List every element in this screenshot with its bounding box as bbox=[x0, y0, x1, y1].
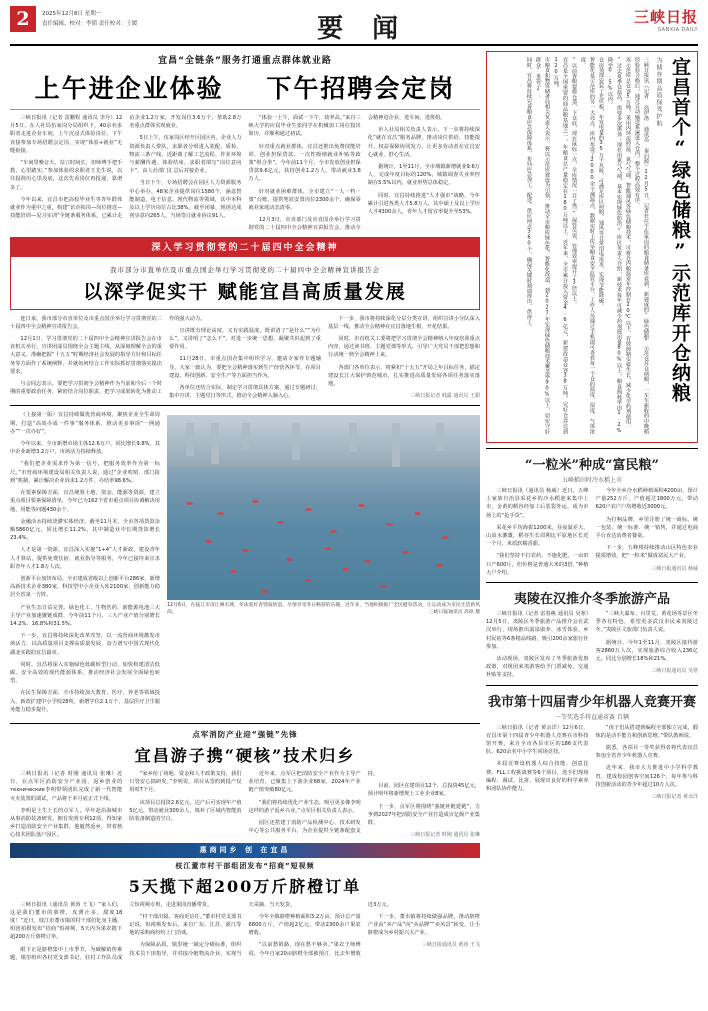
left-middle-body bbox=[10, 411, 160, 718]
study-p: 宣讲既有理论高度，又有实践温度，既讲清了“是什么”“为什么”，又讲明了“怎么干”，对进一步统一思想、凝聚共识起到了重要作用。 bbox=[169, 327, 321, 351]
rice-p: 采花乡平均海拔1200米，昼夜温差大，山泉水灌溉，稻谷生长周期比平原地区长近一个月，米质软糯香甜。 bbox=[486, 524, 589, 548]
veteran-p: 三峡日报讯（记者 时刚 通讯员 张琳）近日，在点军区消防安全产业园，返乡创业的технические李明带领团队完成了新一代智能灭火装置的调试，产品将于本月底正式下线。 bbox=[10, 770, 123, 802]
sports-byline: 三峡日报记者 黄余洋 bbox=[651, 794, 698, 801]
masthead-editors: 责任编辑、校对：李韬 责任校对：王媛 bbox=[42, 21, 138, 27]
rice-subtitle: 五峰稻田时冷水稻上市 bbox=[561, 477, 622, 484]
study-byline: 三峡日报记者 韩露 通讯员 王甜 bbox=[410, 393, 480, 400]
feature-p: 宜昌是全国重要的商品粮基地之一，年粮食总产量稳定在180万吨以上。近年来，全市累计投入资金4.6亿元，新建改造仓容38万吨，完好仓容达到120万吨。 bbox=[553, 57, 568, 434]
section-title: 要 闻 bbox=[317, 14, 409, 44]
paper-logo-sub: SANXIA DAILY bbox=[657, 27, 698, 33]
left-middle-p: 在要素保障方面，宜昌统筹土地、资金、能源等资源，建立重点项目要素保障清单，今年已为162个省市重点项目协调解决用地、用能等问题430余个。 bbox=[10, 490, 160, 513]
lead-p: 据统计，1至11月，全市城镇新增就业9.6万人，完成年度目标的120%，城镇调查失业率控制在5.5%以内，就业形势总体稳定。 bbox=[367, 164, 480, 187]
veteran-headline: 宜昌游子携“硬核”技术归乡 bbox=[134, 745, 356, 765]
sports-p: 三峡日报讯（记者 黄余洋）12月6日，宜昌市第十四届青少年机器人竞赛在市科技馆开赛，来自全市各县市区的186支代表队、620余名中小学生同场竞技。 bbox=[486, 724, 589, 756]
study-frame bbox=[10, 256, 480, 310]
veteran-article bbox=[10, 729, 480, 840]
study-p: 各单位还结合实际，制定学习贯彻具体方案，通过专题研讨、集中宣讲、主题党日等形式，推动全会精神入脑入心。 bbox=[169, 385, 321, 400]
veteran-byline: 三峡日报记者 时刚 通讯员 张琳 bbox=[410, 832, 480, 839]
left-middle-p: “我们把企业需求作为第一信号，把服务效率作为第一标尺。”市营商环境建设局相关负责人说，通过“企业吹哨、部门报到”机制，累计解决企业诉求1.2万件，办结率98.6%。 bbox=[10, 461, 160, 484]
feature-p: “过去夏季仓温高，需要多次熏蒸；现在用氮气气调，基本实现绿色防治。”库区负责人介绍，新技术每年可减少药剂使用量80%以上，粮食损耗率由1.2%降至0.5%以内。 bbox=[607, 57, 622, 434]
lead-p: 市人社局相关负责人表示，下一步将持续深化“就在宜昌”服务品牌，推动岗位供给、技能提升、权益保障协同发力，让更多劳动者在宜昌安心就业、舒心生活。 bbox=[367, 127, 480, 158]
veteran-p: 近年来，点军区把消防安全产业作为主导产业培育，已聚集上下游企业68家，2024年产业链产值突破80亿元。 bbox=[248, 770, 361, 794]
lead-headline-left: 上午进企业体验 bbox=[34, 74, 224, 103]
lead-headline-right: 下午招聘会定岗 bbox=[266, 74, 456, 103]
masthead-date: 2025年12月8日 星期一 bbox=[42, 11, 102, 17]
tourism-p: 三峡日报讯（记者 雷春桃 通讯员 吴寒）12月5日，夷陵区冬季旅游产品推介会在武汉举行，现场推出温泉康养、冰雪体验、乡村民宿等6条精品线路，吸引200余家旅行社参加。 bbox=[486, 611, 589, 650]
paper-logo-wrap bbox=[588, 6, 698, 33]
orange-p: 为保障品质，镇里统一制定分级标准，组织技术员下田指导，并对接冷链物流企业，实现当天采摘、当天发货。 bbox=[129, 901, 296, 957]
page-body bbox=[10, 51, 698, 962]
photo-caption-text: 12月6日，在枝江市清江闸水域，冬泳爱好者劈波斩浪，尽情享受冬日畅游的乐趣。近年来，当地积极推广全民健身活动，让运动成为市民生活新风尚。 bbox=[167, 603, 480, 616]
veteran-kicker: 点军消防产业迎“强链”先锋 bbox=[192, 729, 298, 739]
tourism-p: 据统计，今年1至11月，夷陵区接待游客2860万人次，实现旅游综合收入236亿元，同比分别增长18%和21%。 bbox=[595, 639, 698, 663]
veteran-body bbox=[10, 770, 480, 840]
rice-p: “我们坚持不打农药、不施化肥，一亩田只产600斤，但价格是普通大米的3倍。”种植大户介绍。 bbox=[486, 553, 589, 576]
rice-article bbox=[486, 454, 698, 577]
rice-p: 三峡日报讯（通讯员 杨威）近日，五峰土家族自治县采花乡的冷水稻迎来集中上市，金黄的稻谷经加工后装袋外运，成为市场上的“抢手货”。 bbox=[486, 488, 589, 519]
feature-article bbox=[486, 51, 698, 443]
lead-p: 今年以来，宜昌市把高校毕业生等青年群体就业作为重中之重，构建“访企拓岗—岗位推送—技能培训—见习实训”全链条服务体系，已累计走访企业1.2万家，开发岗位3.6万个，帮助2.8万名重点群体实现就业。 bbox=[10, 115, 242, 220]
photo-caption bbox=[167, 602, 480, 616]
sports-article bbox=[486, 691, 698, 802]
photo-credit: 三峡日报通讯员 高原 摄 bbox=[428, 610, 480, 616]
feature-p: 市粮食和物资储备局相关负责人表示，将以示范库建设为引领，推动全市粮库绿色化、智能化改造，到2027年实现绿色储粮技术覆盖率90%以上，切实守好群众“米袋子”。 bbox=[535, 57, 550, 434]
lead-kicker: 宜昌“全链条”服务打通重点群体就业路 bbox=[158, 56, 332, 66]
feature-body bbox=[493, 57, 650, 437]
tourism-p: “三峡大瀑布、百里荒、黄花场等景区冬季各有特色，希望更多武汉市民来夷陵过冬。”夷陵区文旅部门负责人说。 bbox=[595, 611, 698, 634]
study-banner: 深入学习贯彻党的二十届四中全会精神 bbox=[10, 237, 480, 256]
tourism-byline: 三峡日报通讯员 吴寒 bbox=[651, 668, 698, 675]
masthead bbox=[10, 6, 698, 46]
left-middle-p: 同时，宜昌将深入实施绿色低碳转型行动，加快构建清洁低碳、安全高效的现代能源体系，推动经济社会发展全面绿色转型。 bbox=[10, 661, 160, 685]
lead-p: 12月3日，市直部门及市直国企举行学习贯彻党的二十届四中全会精神宣讲报告会，推动全会精神进企业、进车间、进班组。 bbox=[248, 115, 446, 232]
lead-p: 同时，宜昌持续推进“人才强市”战略，今年累计引进各类人才5.8万人，其中硕士及以上学历人才4300余人，青年人才留宜率提升至53%。 bbox=[367, 192, 480, 216]
left-middle-p: （上接第一版）宜昌持续做优营商环境，聚焦企业全生命周期，打造“高效办成一件事”服务体系，推动更多事项“一网通办”“一次办好”。 bbox=[10, 412, 160, 435]
orange-p: 三峡日报讯（通讯员 黄涛 王飞）“家人们，这是我们董市的脐橙，皮薄汁多、甜度18度！”近日，枝江市董市镇的村干部们化身主播，组团拍摄发布“招商”短视频，5天内为果农揽下超200万斤脐橙订单。 bbox=[10, 901, 123, 941]
lead-p: 针对就业困难群体，全市建立“一人一档一策”台账，提供兜底安置岗位2300余个，确保零就业家庭动态清零。 bbox=[248, 188, 361, 212]
orange-p: 今年全镇脐橙种植面积3.2万亩，预计总产量6800万斤，产值超2亿元，带动2300余户果农增收。 bbox=[248, 913, 361, 937]
veteran-p: 目前，园区在建项目12个，总投资45亿元，预计明年将新增规上工业企业8家。 bbox=[367, 783, 480, 798]
rice-headline: “一粒米”种成“富民粮” bbox=[525, 458, 659, 473]
feature-p: 仓房顶部安装了光伏板，年发电量约35万千瓦时，可满足库区照明、通风等日常用电需求，实现节能降碳。 bbox=[598, 57, 604, 309]
veteran-p: “家乡给了场地、资金和人才政策支持，我们只管安心搞研发。”李明说，项目从签约到投产仅用时7个月。 bbox=[129, 770, 242, 794]
left-middle-p: 创新平台加快布局。全市建成省级以上创新平台286家，新增高新技术企业380家，科技型中小企业入库2100家，创新能力稳居全省第一方阵。 bbox=[10, 575, 160, 599]
paper-logo: 三峡日报 bbox=[633, 8, 698, 26]
study-article bbox=[10, 237, 480, 401]
veteran-p: “我们将持续优化产业生态，吸引更多像李明这样的游子返乡兴业。”点军区相关负责人表示。 bbox=[248, 799, 361, 814]
tourism-p: 活动现场，夷陵区发布了冬季旅游优惠政策，对组团来夷游客给予门票减免、交通补贴等支持。 bbox=[486, 656, 589, 679]
study-p: 11月28日，市重点国企集中组织学习，邀请专家作专题辅导。大家一致认为，要把全会精神落实到生产经营各环节，在项目建设、科技创新、安全生产等方面担当作为。 bbox=[169, 356, 321, 379]
orange-kicker: 枝江董市村干部组团发布“招商”短视频 bbox=[175, 861, 315, 870]
left-column bbox=[10, 51, 480, 962]
left-middle-p: 人才是第一资源。宜昌深入实施“1+4”人才新政，建设青年人才驿站，提供免费住宿、就业指导等服务，今年已接待来宜求职青年人才1.8万人次。 bbox=[10, 547, 160, 570]
lead-p: 5日上午，伍家岗区经开区园区内，企业人力资源负责人带队，求职者分组进入装配、质检、物流三条产线，近距离了解工艺流程、作业环境与薪酬待遇。体验结束，求职者填写“岗位意向卡”，由人社部门汇总后对接企业。 bbox=[129, 135, 242, 175]
feature-p: 同时，宜昌将持续完善粮食应急保障体系，布局应急加工、配送、供应网点360个，确保关键时刻调得出、供得上。 bbox=[526, 57, 532, 330]
tourism-headline: 夷陵在汉推介冬季旅游产品 bbox=[513, 592, 670, 608]
feature-p: 三峡日报讯（记者 高伊洛 通讯员 秦启源）12月5日，记者在位于伍家岗的粮食储备库看到，新建成的“绿色储粮”示范仓开仓纳粮，一车车新收的中晚稻经检验合格后，通过自动输送系统进入仓内，整个过程高效有序。 bbox=[634, 57, 649, 434]
veteran-p: 李明是土生土长的点军人，早年赴沿海城市从事消防装备研发，拥有发明专利12项。得知家乡打造消防安全产业集群，他毅然返乡，带着核心技术团队落户园区。 bbox=[10, 807, 123, 839]
sports-p: “孩子们从搭建到编程全部独立完成，锻炼的是动手能力和创新思维。”带队教师说。 bbox=[595, 724, 698, 739]
photo-swimmers bbox=[167, 493, 480, 600]
rice-p: 今年全乡冷水稻种植面积4200亩，预计产量252万斤，产值超过1800万元，带动620户农户户均增收近3000元。 bbox=[595, 488, 698, 511]
rice-byline: 三峡日报通讯员 杨威 bbox=[651, 565, 698, 572]
study-subtitle: 我市部分市直单位及市重点国企举行学习贯彻党的二十届四中全会精神宣讲报告会 bbox=[110, 265, 380, 274]
orange-body bbox=[10, 901, 480, 962]
orange-p: 下一步，董市镇将持续做强品牌，推动脐橙产业由“卖产品”向“卖品牌”“卖风景”转变，让小脐橙成为乡村振兴大产业。 bbox=[367, 913, 480, 937]
tourism-body bbox=[486, 610, 698, 680]
left-middle-p: 产业生态日益完善。绿色化工、生物医药、新能源电池三大主导产业加速聚链成群，今年前11个月，三大产业产值分别增长14.2%、16.8%和31.5%。 bbox=[10, 604, 160, 627]
lead-headline bbox=[10, 69, 480, 105]
study-p: 12月1日，学习贯彻党的二十届四中全会精神宣讲报告会在市直机关举行，宣讲团成员围绕全会主题主线，从深刻理解全会的重大意义、准确把握“十五五”时期经济社会发展的指导方针和目标任务等方面作了系统阐释，并就如何结合工作实际抓好贯彻落实提出要求。 bbox=[10, 336, 162, 375]
orange-byline: 三峡日报通讯员 黄涛 王飞 bbox=[421, 942, 480, 949]
study-headline: 以深学促实干 赋能宜昌高质量发展 bbox=[83, 280, 407, 303]
rice-body bbox=[486, 487, 698, 577]
sports-headline: 我市第十四届青少年机器人竞赛开赛 bbox=[487, 694, 696, 710]
sports-p: 本届竞赛设机器人综合技能、创意比赛、FLL工程挑战赛等6个项目，选手们现场编程、调试、比拼，展现出良好的科学素养和团队协作能力。 bbox=[486, 761, 589, 793]
veteran-p: 该项目总投资2.6亿元，达产后可实现年产值5亿元，带动就业300余人，填补了区域内智能消防装备制造的空白。 bbox=[129, 799, 242, 822]
rice-p: 为打响品牌，乡里注册了统一商标，统一包装、统一标准、统一销售，并通过电商平台直达消费者餐桌。 bbox=[595, 516, 698, 540]
page-number: 2 bbox=[10, 6, 36, 32]
study-p: 各部门各单位表示，将紧扣“十五五”开局之年目标任务，锚定建设长江大保护典范城市，扎实推进高质量发展各项任务落实落地。 bbox=[328, 364, 480, 388]
lead-article bbox=[10, 53, 480, 233]
orange-p: 眼下正是脐橙集中上市季节，为破解销售难题，镇里组织各村党支部书记、驻村工作队员成立短视频专班，走进果园直播带货。 bbox=[10, 901, 213, 961]
photo-block bbox=[167, 411, 480, 718]
study-p: 下一步，我市将持续深化分层分类宣讲，组织宣讲小分队深入基层一线，推动全会精神在宜昌落地生根、开花结果。 bbox=[328, 315, 480, 330]
ad-strip[interactable]: 惠商同乡 创 在宜昌 bbox=[10, 843, 480, 858]
sports-subtitle: 一等奖选手将直通省赛 百辆 bbox=[555, 713, 629, 721]
study-body bbox=[10, 315, 480, 401]
rice-p: 下一步，五峰将持续推动山区特色农业提质增效，把“一粒米”做成富民大产业。 bbox=[595, 545, 698, 560]
sports-p: 近年来，我市大力推进中小学科学教育，建成校园创客空间126个，每年参与科技创新活动的青少年超过10万人次。 bbox=[595, 765, 698, 788]
feature-p: “以前查粮要爬仓顶、下仓底，现在鼠标一点，全库情况一目了然。”保管员说，管理效率提升了3倍以上。 bbox=[571, 57, 577, 307]
lead-p: “体验一上午，面试一下午，效率高。”来自三峡大学的应届毕业生张同学在机械加工岗位投出简历，并顺利通过初试。 bbox=[248, 115, 361, 138]
tourism-article bbox=[486, 588, 698, 680]
study-p: 与会同志表示，要把学习贯彻全会精神作为当前和今后一个时期的重要政治任务，紧密结合岗位职责，把学习成果转化为推动工作的强大动力。 bbox=[10, 315, 206, 396]
left-middle-p: 今年以来，全市新增市场主体12.6万户，同比增长9.8%，其中企业新增3.2万户，市场活力持续释放。 bbox=[10, 441, 160, 456]
sports-body bbox=[486, 724, 698, 802]
orange-headline: 5天揽下超200万斤脐橙订单 bbox=[128, 876, 362, 896]
lead-p: “车间里噪音大、站立时间长，但师傅手把手教，心里踏实。”参加体验的求职者王先生说，以往投简历心里没底，这次先看岗位再投递，靠谱多了。 bbox=[10, 160, 123, 191]
sports-p: 据悉，各项目一等奖获得者将代表宜昌参加全省青少年机器人竞赛。 bbox=[595, 745, 698, 760]
lead-body bbox=[10, 114, 480, 233]
feature-p: 智能化是示范库的另一大亮点。库内布设了2000余个测温点，数据实时上传至粮食安全监管平台，工作人员通过手机即可查看每一个仓的温度、湿度、气体浓度。 bbox=[580, 57, 595, 434]
lead-p: 三峡日报讯（记者 雷鹏程 通讯员 李丹）12月5日，在人社局伍家岗分局组织下，40余名求职者走进企业车间，上午沉浸式体验岗位，下午直接参加专场招聘会定岗，实现“体验+就业”无缝衔接。 bbox=[10, 115, 123, 154]
study-p: 同时，市直机关工委将把学习贯彻全会精神纳入年度培训重点内容，通过读书班、主题党课等形式，引导广大党员干部把思想和行动统一到全会精神上来。 bbox=[328, 336, 480, 359]
veteran-p: 下一步，点军区将围绕“强链补链延链”，力争到2027年把消防安全产业打造成百亿级产业集群。 bbox=[367, 803, 480, 826]
middle-section bbox=[10, 411, 480, 718]
left-middle-p: 在民生保障方面，全市持续加大教育、医疗、养老等领域投入，新改扩建中小学校28所，新增学位2.1万个，基层医疗卫生服务能力稳步提升。 bbox=[10, 690, 160, 713]
main-photo bbox=[167, 415, 480, 600]
orange-p: “以前愁销路，现在愁不够卖。”果农王师傅说，今年自家20亩脐橙全部被预订，比去年增收近3万元。 bbox=[248, 901, 392, 957]
feature-headline: 宜昌首个“绿色储粮”示范库开仓纳粮 bbox=[669, 57, 691, 403]
feature-kicker: 为储存期品质保驾护航 bbox=[655, 57, 662, 127]
masthead-meta bbox=[42, 6, 137, 29]
lead-p: 当日下午，专场招聘会在园区人力资源服务中心举办，48家企业提供岗位1580个，涵盖智能制造、电子信息、现代物流等领域，其中本科及以上学历岗位占比38%。截至闭幕，现场达成初步意向265人，当场签订就业协议91人。 bbox=[129, 180, 242, 220]
orange-p: “村干部出镜，客商更信任。”董市村党支部书记说，短视频发布后，来自广东、江苏、浙江等地的采购商纷纷上门洽谈。 bbox=[129, 913, 242, 937]
orange-article bbox=[10, 861, 480, 962]
study-p: 连日来，我市部分市直单位及市重点国企举行学习贯彻党的二十届四中全会精神宣讲报告会。 bbox=[10, 315, 162, 330]
veteran-p: 园区还搭建了消防产品检测中心、技术研发中心等公共服务平台，为企业提供全链条配套支持。 bbox=[248, 770, 379, 835]
left-middle-p: 金融活水持续浇灌实体经济。截至11月末，全市各项贷款余额5860亿元，同比增长11.2%，其中制造业中长期贷款增长23.4%。 bbox=[10, 518, 160, 542]
left-middle-p: 下一步，宜昌将持续深化改革攻坚，以一流营商环境激发市场活力，以高质量项目支撑高质量发展，奋力谱写中国式现代化湖北实践的宜昌篇章。 bbox=[10, 633, 160, 656]
feature-p: 该示范库总仓容5万吨，采用内环流控温、氮气气调、智能通风等绿色储粮技术，可将仓内粮温常年控制在20℃以下，有效抑制虫霉生长，减少化学药剂使用。 bbox=[625, 57, 631, 430]
lead-p: 针对重点就业群体，宜昌还推出免费技能培训、创业担保贷款、一次性吸纳就业补贴等政策“组合拳”。今年前11个月，全市发放创业担保贷款9.6亿元，扶持创业1.2万人，带动就业3.8万人。 bbox=[248, 143, 361, 183]
right-column bbox=[486, 51, 698, 962]
